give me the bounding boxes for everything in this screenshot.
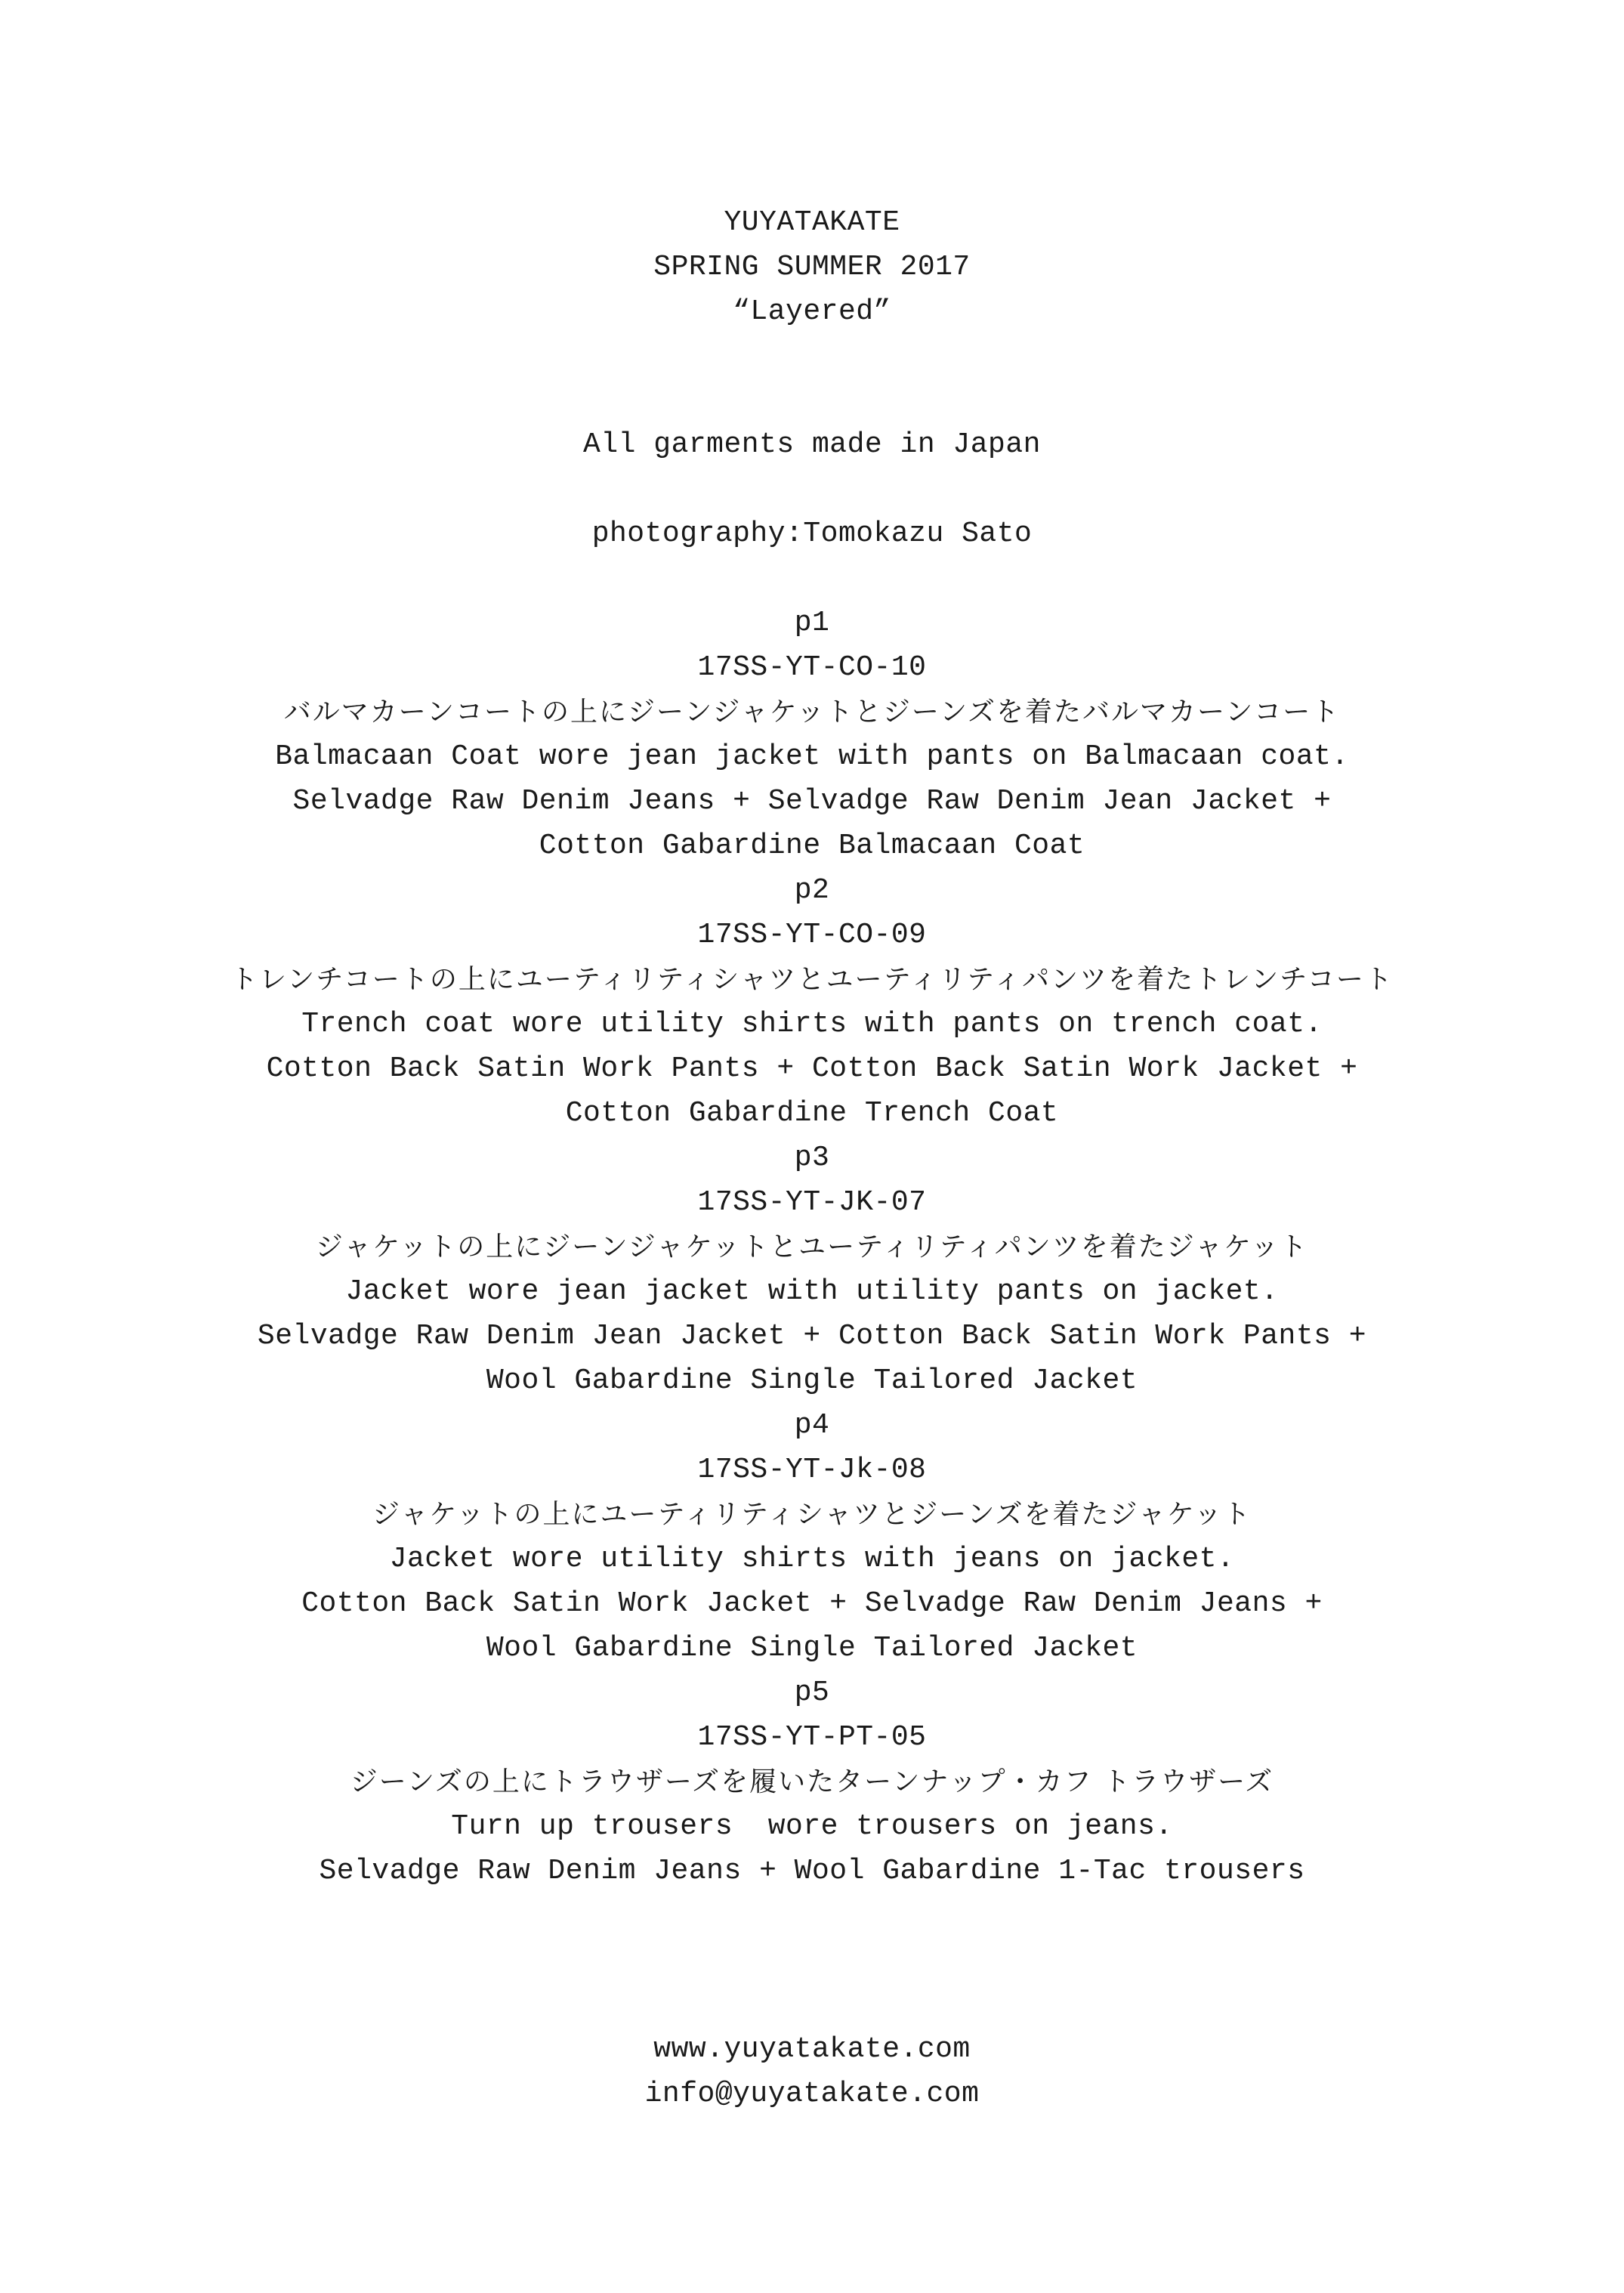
look-title-english: Trench coat wore utility shirts with pants on trench coat. (301, 1008, 1323, 1040)
look-title-english: Turn up trousers wore trousers on jeans. (451, 1810, 1173, 1843)
look-title-japanese: トレンチコートの上にユーティリティシャツとユーティリティパンツを着たトレンチコート (230, 964, 1394, 995)
look-code: 17SS-YT-PT-05 (697, 1721, 927, 1754)
look-items-continued: Wool Gabardine Single Tailored Jacket (486, 1632, 1138, 1664)
collection-theme: “Layered” (733, 295, 891, 328)
look-items-continued: Cotton Gabardine Balmacaan Coat (539, 830, 1085, 862)
look-title-japanese: ジャケットの上にジーンジャケットとユーティリティパンツを着たジャケット (315, 1231, 1309, 1262)
look-title-japanese: ジャケットの上にユーティリティシャツとジーンズを着たジャケット (372, 1499, 1252, 1530)
photography-credit: photography:Tomokazu Sato (591, 518, 1033, 550)
look-code: 17SS-YT-Jk-08 (697, 1454, 927, 1486)
look-title-english: Balmacaan Coat wore jean jacket with pants on Balmacaan coat. (275, 740, 1349, 773)
look-code: 17SS-YT-JK-07 (697, 1186, 927, 1219)
look-page-number: p1 (794, 607, 830, 639)
look-page-number: p2 (794, 874, 830, 907)
look-title-japanese: バルマカーンコートの上にジーンジャケットとジーンズを着たバルマカーンコート (283, 697, 1341, 728)
website-link[interactable]: www.yuyatakate.com (653, 2033, 971, 2066)
look-items-continued: Wool Gabardine Single Tailored Jacket (486, 1364, 1138, 1397)
look-title-english: Jacket wore utility shirts with jeans on jacket. (389, 1543, 1235, 1575)
made-in-note: All garments made in Japan (583, 428, 1041, 461)
look-items: Selvadge Raw Denim Jeans + Selvadge Raw Denim Jean Jacket + (292, 785, 1332, 817)
look-code: 17SS-YT-CO-10 (697, 651, 927, 684)
look-page-number: p4 (794, 1409, 830, 1442)
look-code: 17SS-YT-CO-09 (697, 919, 927, 951)
look-title-english: Jacket wore jean jacket with utility pants on jacket. (345, 1275, 1279, 1308)
look-items: Selvadge Raw Denim Jean Jacket + Cotton Back Satin Work Pants + (257, 1320, 1367, 1352)
season-title: SPRING SUMMER 2017 (653, 251, 971, 283)
look-items: Cotton Back Satin Work Jacket + Selvadge Raw Denim Jeans + (301, 1587, 1323, 1620)
look-items-continued: Cotton Gabardine Trench Coat (565, 1097, 1059, 1130)
brand-name: YUYATAKATE (724, 206, 900, 239)
look-page-number: p5 (794, 1676, 830, 1709)
look-items: Cotton Back Satin Work Pants + Cotton Back Satin Work Jacket + (266, 1052, 1358, 1085)
look-page-number: p3 (794, 1142, 830, 1174)
email-link[interactable]: info@yuyatakate.com (644, 2078, 980, 2110)
look-title-japanese: ジーンズの上にトラウザーズを履いたターンナップ・カフ トラウザーズ (350, 1766, 1274, 1797)
look-items: Selvadge Raw Denim Jeans + Wool Gabardine 1-Tac trousers (319, 1855, 1305, 1887)
